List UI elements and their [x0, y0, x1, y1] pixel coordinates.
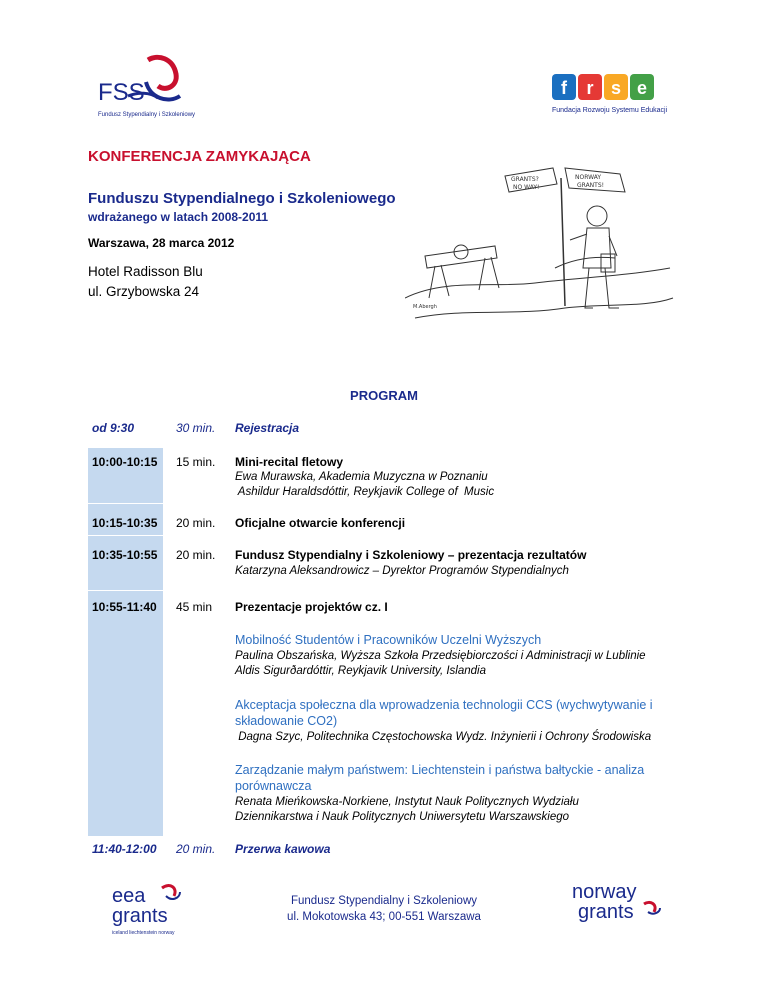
- row-title: Rejestracja: [235, 421, 300, 435]
- row-speaker: Ewa Murawska, Akademia Muzyczna w Poznaniu: [235, 471, 488, 483]
- row-title: Oficjalne otwarcie konferencji: [235, 516, 406, 530]
- row-time: 10:55-11:40: [92, 600, 157, 614]
- row-time: 10:35-10:55: [92, 548, 158, 562]
- row-duration: 20 min.: [176, 548, 216, 562]
- row-divider: [88, 535, 164, 536]
- footer-street: ul. Mokotowska 43; 00-551 Warszawa: [287, 911, 481, 923]
- venue-address: ul. Grzybowska 24: [88, 284, 200, 299]
- svg-text:s: s: [610, 78, 622, 98]
- event-date: Warszawa, 28 marca 2012: [88, 236, 235, 250]
- row-title: Przerwa kawowa: [235, 842, 331, 856]
- svg-text:M.Abergh: M.Abergh: [413, 304, 437, 310]
- frse-subtext: Fundacja Rozwoju Systemu Edukacji: [552, 107, 668, 114]
- venue: [88, 262, 203, 302]
- svg-text:NO WAY!: NO WAY!: [513, 184, 540, 191]
- footer-org: Fundusz Stypendialny i Szkoleniowy: [290, 895, 478, 907]
- project-author: Paulina Obszańska, Wyższa Szkoła Przedsiębiorczości i Administracji w Lublinie: [235, 650, 646, 662]
- row-duration: 45 min: [176, 600, 213, 614]
- row-time: 10:00-10:15: [92, 455, 158, 469]
- fss-subtext: Fundusz Stypendialny i Szkoleniowy: [98, 112, 196, 118]
- eea-line1: eea: [112, 885, 146, 907]
- cartoon-illustration: [405, 158, 675, 333]
- program-heading: PROGRAM: [350, 388, 418, 403]
- row-duration: 15 min.: [176, 455, 216, 469]
- row-time: 11:40-12:00: [92, 842, 157, 856]
- project-title: Akceptacja społeczna dla wprowadzenia technologii CCS (wychwytywanie i: [235, 698, 653, 712]
- svg-text:GRANTS!: GRANTS!: [577, 182, 605, 189]
- svg-text:r: r: [586, 78, 594, 98]
- row-divider: [88, 590, 164, 591]
- row-speaker: Katarzyna Aleksandrowicz – Dyrektor Programów Stypendialnych: [235, 565, 569, 577]
- row-time: 10:15-10:35: [92, 516, 158, 530]
- sign-right-text: NORWAY: [575, 174, 602, 181]
- row-duration: 30 min.: [176, 421, 216, 435]
- eea-subtext: iceland liechtenstein norway: [112, 930, 175, 936]
- venue-name: Hotel Radisson Blu: [88, 264, 203, 279]
- row-title: Mini-recital fletowy: [235, 455, 344, 469]
- project-author: Aldis Sigurðardóttir, Reykjavik University, Islandia: [235, 665, 486, 677]
- project-title: składowanie CO2): [235, 714, 338, 728]
- project-author: Dziennikarstwa i Nauk Politycznych Uniwersytetu Warszawskiego: [235, 811, 570, 823]
- fss-text: FSS: [98, 79, 145, 106]
- conference-title: KONFERENCJA ZAMYKAJĄCA: [88, 148, 311, 165]
- project-title: Zarządzanie małym państwem: Liechtenstein i państwa bałtyckie - analiza: [235, 763, 645, 777]
- svg-text:f: f: [561, 78, 567, 98]
- norway-line1: norway: [572, 881, 637, 903]
- fund-title: Funduszu Stypendialnego i Szkoleniowego: [88, 190, 396, 207]
- row-divider: [88, 503, 164, 504]
- row-title: Fundusz Stypendialny i Szkoleniowy – prezentacja rezultatów: [235, 548, 587, 562]
- project-author: Renata Mieńkowska-Norkiene, Instytut Nauk Politycznych Wydziału: [235, 796, 579, 808]
- project-author: Dagna Szyc, Politechnika Częstochowska Wydz. Inżynierii i Ochrony Środowiska: [235, 731, 652, 743]
- norway-line2: grants: [578, 901, 634, 923]
- eea-line2: grants: [112, 905, 168, 927]
- row-title: Prezentacje projektów cz. I: [235, 600, 388, 614]
- norway-grants-logo: [568, 880, 668, 925]
- sign-left-text: GRANTS?: [511, 176, 539, 183]
- project-title: Mobilność Studentów i Pracowników Uczelni Wyższych: [235, 633, 542, 647]
- row-time: od 9:30: [92, 421, 135, 435]
- time-column-background: [88, 448, 163, 836]
- row-duration: 20 min.: [176, 516, 216, 530]
- frse-logo: [540, 70, 680, 120]
- row-speaker: Ashildur Haraldsdóttir, Reykjavik College of Music: [235, 486, 495, 498]
- fss-logo: [88, 52, 208, 128]
- fund-subtitle: wdrażanego w latach 2008-2011: [88, 210, 269, 224]
- project-title: porównawcza: [235, 779, 312, 793]
- row-duration: 20 min.: [176, 842, 216, 856]
- svg-text:e: e: [636, 78, 648, 98]
